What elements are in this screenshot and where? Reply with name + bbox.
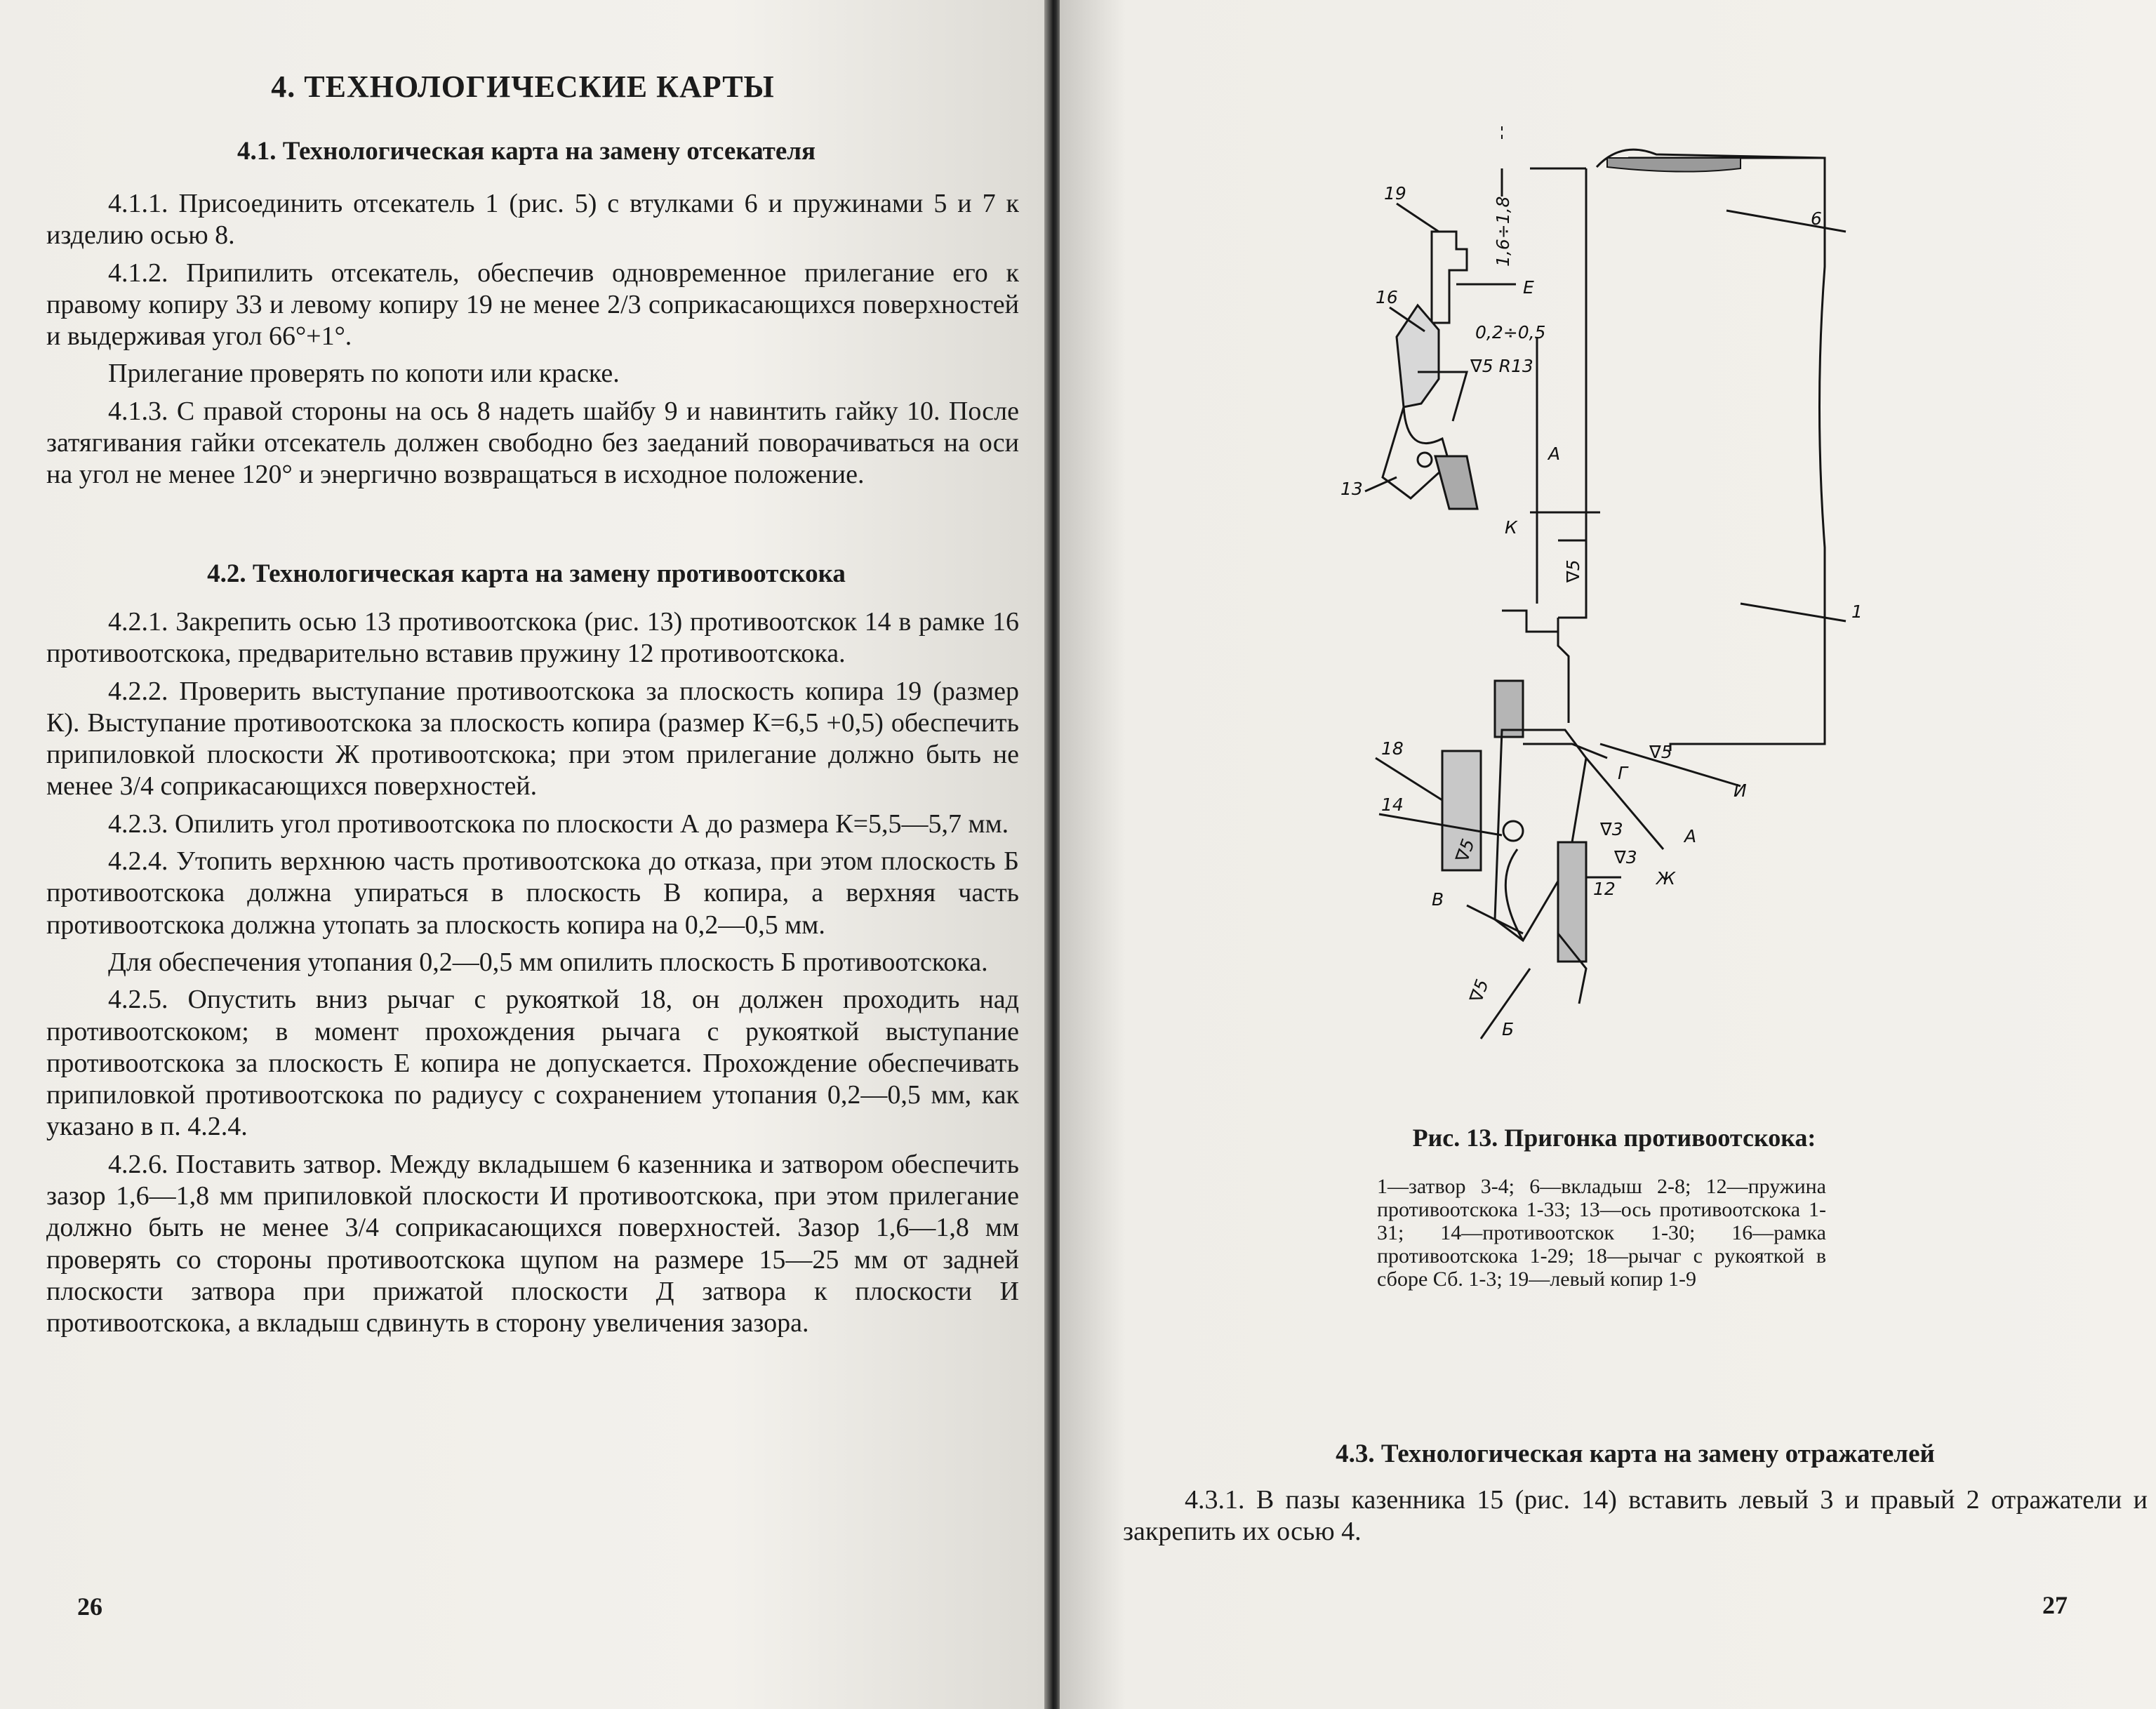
label-A-low: А [1684, 826, 1697, 846]
label-B: Б [1502, 1019, 1515, 1039]
surface-finish-a: ∇5 [1563, 559, 1583, 583]
axle-13-lower [1503, 821, 1523, 841]
dimension-clearance-label: 0,2÷0,5 [1475, 322, 1546, 343]
surface-finish-c: ∇3 [1600, 819, 1623, 839]
label-G: Г [1618, 763, 1628, 783]
label-part-12: 12 [1593, 879, 1616, 899]
label-part-14: 14 [1381, 794, 1404, 815]
label-part-1: 1 [1851, 601, 1863, 622]
para-4-1-2: 4.1.2. Припилить отсекатель, обеспечив одновременное прилегание его к правому копиру 33 и левому копиру 19 не менее 2/3 соприкасающихся поверхностей и выдерживая угол 66°+1°. [46, 258, 1019, 352]
copier-19-upper [1432, 232, 1467, 323]
leader-14 [1379, 814, 1502, 835]
para-4-3-1: 4.3.1. В пазы казенника 15 (рис. 14) вставить левый 3 и правый 2 отражатели и закрепить их осью 4. [1123, 1485, 2148, 1546]
section-4-1-body [46, 188, 1019, 497]
bolt-outline-right [1628, 158, 1825, 751]
figure-legend: 1—затвор 3-4; 6—вкладыш 2-8; 12—пружина противоотскока 1-33; 13—ось противоотскока 1-31; 14—противоотскок 1-30; 16—рамка противоотскока 1-29; 18—рычаг с рукояткой в сборе Сб. 1-3; 19—левый копир 1-9 [1377, 1175, 1826, 1291]
label-ZH: Ж [1656, 868, 1675, 889]
leader-18 [1376, 758, 1442, 800]
upper-hatched-block [1435, 456, 1477, 509]
para-4-1-1: 4.1.1. Присоединить отсекатель 1 (рис. 5) с втулками 6 и пружинами 5 и 7 к изделию осью 8. [46, 189, 1019, 251]
para-4-2-2: 4.2.2. Проверить выступание противоотскока за плоскость копира 19 (размер К). Выступание противоотскока за плоскость копира (размер К=6,5 +0,5) обеспечить припиловкой плоскости Ж противоотскока; при этом прилегание должно быть не менее 3/4 соприкасающихся поверхностей. [46, 676, 1019, 802]
surface-finish-b: ∇5 [1649, 742, 1672, 762]
page-number-left: 26 [77, 1592, 102, 1621]
label-part-13: 13 [1340, 479, 1363, 499]
para-4-2-6: 4.2.6. Поставить затвор. Между вкладышем 6 казенника и затвором обеспечить зазор 1,6—1,8 мм припиловкой плоскости И противоотскока, при этом прилегание должно быть не менее 3/4 соприкасающихся поверхностей. Зазор 1,6—1,8 мм проверять со стороны противоотскока щупом на размере 15—25 мм от задней плоскости затвора при прижатой плоскости Д затвора к плоскости И противоотскока, а вкладыш сдвинуть в сторону увеличения зазора. [46, 1149, 1019, 1338]
chapter-title: 4. ТЕХНОЛОГИЧЕСКИЕ КАРТЫ [271, 69, 775, 104]
surface-finish-f: ∇5 [1465, 976, 1493, 1006]
lower-frame-line [1523, 744, 1607, 758]
dimension-gap-label: 1,6÷1,8 [1493, 196, 1513, 267]
axle-13-upper [1418, 453, 1432, 467]
para-4-2-3: 4.2.3. Опилить угол противоотскока по плоскости А до размера К=5,5—5,7 мм. [108, 809, 1009, 839]
lower-top-block [1502, 611, 1558, 632]
surface-finish-top: ∇5 R13 [1470, 356, 1533, 376]
section-4-2-title: 4.2. Технологическая карта на замену противоотскока [207, 559, 846, 588]
copier-19-lower [1558, 618, 1569, 723]
surface-finish-d: ∇3 [1614, 847, 1637, 867]
figure-13-drawing [1291, 126, 1895, 1053]
leader-19 [1397, 204, 1439, 232]
label-part-6: 6 [1811, 208, 1822, 229]
section-4-1-title: 4.1. Технологическая карта на замену отсекателя [237, 137, 816, 166]
leader-1 [1741, 604, 1846, 621]
leader-6 [1726, 211, 1846, 232]
section-4-2-body [46, 606, 1019, 1345]
label-part-16: 16 [1376, 287, 1398, 307]
spring-12-block [1558, 842, 1586, 962]
label-part-18: 18 [1381, 738, 1404, 759]
anti-rebound-upper [1383, 407, 1449, 498]
label-V: В [1432, 889, 1444, 910]
page-number-right: 27 [2042, 1591, 2068, 1619]
para-4-1-note: Прилегание проверять по копоти или краске. [108, 359, 620, 389]
label-surface-E: Е [1523, 277, 1534, 298]
para-4-2-5: 4.2.5. Опустить вниз рычаг с рукояткой 18, он должен проходить над противоотскоком; в момент прохождения рычага с рукояткой выступание противоотскока за плоскость Е копира не допускается. Прохождение обеспечивать припиловкой противоотскока по радиусу с сохранением утопания 0,2—0,5 мм, как указано в п. 4.2.4. [46, 985, 1019, 1142]
figure-caption-title: Рис. 13. Пригонка противоотскока: [1412, 1124, 1816, 1152]
section-4-3-title: 4.3. Технологическая карта на замену отражателей [1336, 1439, 1935, 1468]
label-K: К [1505, 517, 1517, 538]
lower-mid-block [1495, 681, 1523, 737]
section-4-3-body [1123, 1484, 2148, 1548]
para-4-1-3: 4.1.3. С правой стороны на ось 8 надеть шайбу 9 и навинтить гайку 10. После затягивания гайки отсекатель должен свободно без заеданий поворачиваться на оси на угол не менее 120° и энергично возвращаться в исходное положение. [46, 396, 1019, 490]
bolt-outline-left [1558, 168, 1586, 618]
label-I: И [1734, 780, 1747, 801]
para-4-2-4: 4.2.4. Утопить верхнюю часть противоотскока до отказа, при этом плоскость Б противоотскока должна упираться в плоскость В копира, а верхняя часть противоотскока должна утопать за плоскость копира на 0,2—0,5 мм. [46, 846, 1019, 940]
label-part-19: 19 [1384, 183, 1406, 204]
label-A-top: А [1548, 444, 1561, 464]
surface-finish-e: ∇5 [1451, 836, 1479, 865]
para-4-2-1: 4.2.1. Закрепить осью 13 противоотскока (рис. 13) противоотскок 14 в рамке 16 противоотскока, предварительно вставив пружину 12 противоотскока. [46, 607, 1019, 669]
para-4-2-4-note: Для обеспечения утопания 0,2—0,5 мм опилить плоскость Б противоотскока. [108, 947, 988, 977]
insert-6-hatch [1607, 158, 1741, 172]
